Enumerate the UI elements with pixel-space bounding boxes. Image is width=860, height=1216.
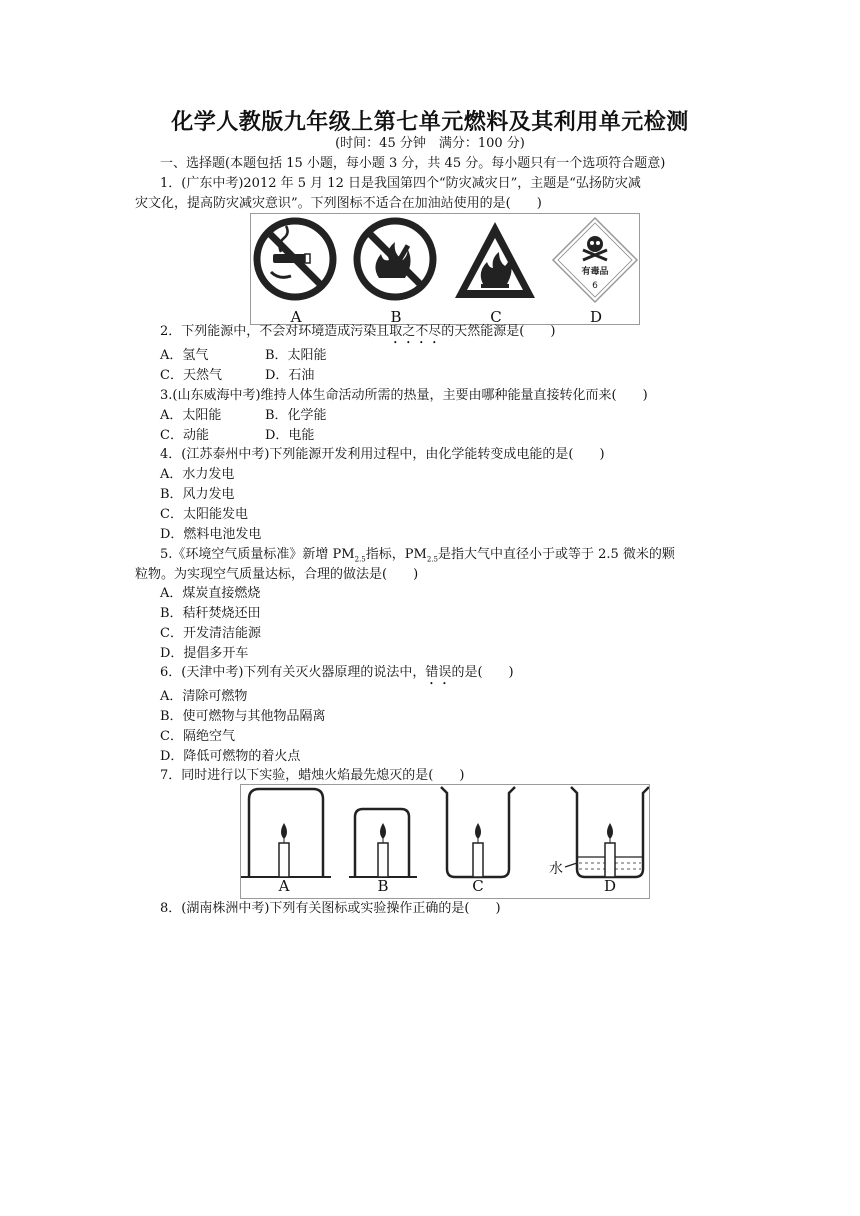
exam-subtitle: (时间：45 分钟 满分：100 分) <box>335 136 525 151</box>
poison-class-number: 6 <box>592 281 598 291</box>
question-6-pre: 6．(天津中考)下列有关灭火器原理的说法中， <box>160 665 426 680</box>
pm-subscript-1: 2.5 <box>354 555 366 564</box>
question-7-stem: 7．同时进行以下实验，蜡烛火焰最先熄灭的是( ) <box>160 768 465 783</box>
beaker-with-water-icon <box>565 787 649 877</box>
large-bell-jar-icon <box>241 789 331 877</box>
sign-label-c: C <box>490 308 502 326</box>
question-4-option-c: C．太阳能发电 <box>160 507 248 522</box>
question-1-line-1: 1．(广东中考)2012 年 5 月 12 日是我国第四个“防灾减灾日”，主题是“弘扬防灾减 <box>160 176 641 191</box>
question-5-pre: 5.《环境空气质量标准》新增 PM <box>160 547 355 562</box>
question-2-option-d: D．石油 <box>265 368 315 383</box>
experiment-label-c: C <box>472 877 484 895</box>
poison-text: 有毒品 <box>581 267 609 277</box>
question-2-post: 的天然能源是( ) <box>441 324 556 339</box>
question-2-stem <box>160 322 555 347</box>
question-2-option-b: B．太阳能 <box>265 348 327 363</box>
question-2-emphasis: 取之不尽 <box>389 324 442 339</box>
no-open-flame-icon <box>357 221 433 297</box>
question-4-stem: 4．(江苏泰州中考)下列能源开发利用过程中，由化学能转变成电能的是( ) <box>160 447 605 462</box>
poison-warning-icon <box>553 218 637 302</box>
question-5-option-c: C．开发清洁能源 <box>160 626 261 641</box>
question-2-pre: 2．下列能源中，不会对环境造成污染且 <box>160 324 390 339</box>
question-2-option-c: C．天然气 <box>160 368 222 383</box>
question-3-option-a: A．太阳能 <box>160 408 222 423</box>
sign-label-b: B <box>390 308 402 326</box>
question-5-option-a: A．煤炭直接燃烧 <box>160 586 261 601</box>
question-4-option-a: A．水力发电 <box>160 467 235 482</box>
question-8-stem: 8．(湖南株洲中考)下列有关图标或实验操作正确的是( ) <box>160 901 501 916</box>
sign-label-d: D <box>589 308 603 326</box>
question-6-post: 的是( ) <box>451 665 514 680</box>
question-5-option-b: B．秸秆焚烧还田 <box>160 606 261 621</box>
small-bell-jar-icon <box>349 809 417 877</box>
question-2-option-a: A．氢气 <box>160 348 209 363</box>
question-5-post: 是指大气中直径小于或等于 2.5 微米的颗 <box>437 547 675 562</box>
warning-signs-figure <box>250 213 640 325</box>
candle-experiment-figure <box>240 784 650 899</box>
warning-signs-svg <box>251 214 639 310</box>
question-6-option-c: C．隔绝空气 <box>160 729 235 744</box>
sign-label-a: A <box>290 308 302 326</box>
question-6-stem <box>160 663 514 688</box>
experiment-label-d: D <box>603 877 617 895</box>
water-label: 水 <box>549 861 563 877</box>
question-4-option-d: D．燃料电池发电 <box>160 527 262 542</box>
page-title: 化学人教版九年级上第七单元燃料及其利用单元检测 <box>171 110 689 135</box>
no-smoking-icon <box>257 221 333 297</box>
pm-subscript-2: 2.5 <box>426 555 438 564</box>
question-6-option-a: A．清除可燃物 <box>160 689 248 704</box>
question-6-option-d: D．降低可燃物的着火点 <box>160 749 301 764</box>
open-beaker-icon <box>441 787 515 877</box>
section-heading: 一、选择题(本题包括 15 小题，每小题 3 分，共 45 分。每小题只有一个选项符合题意) <box>160 156 666 171</box>
flammable-warning-icon <box>455 222 535 298</box>
question-1-line-2: 灾文化，提高防灾减灾意识”。下列图标不适合在加油站使用的是( ) <box>135 196 542 211</box>
experiment-label-a: A <box>278 877 290 895</box>
candle-experiment-svg <box>241 785 649 898</box>
question-6-emphasis: 错误 <box>425 665 452 680</box>
question-5-line-2: 粒物。为实现空气质量达标，合理的做法是( ) <box>135 567 419 582</box>
experiment-label-b: B <box>377 877 389 895</box>
question-6-option-b: B．使可燃物与其他物品隔离 <box>160 709 326 724</box>
question-3-option-d: D．电能 <box>265 428 315 443</box>
question-4-option-b: B．风力发电 <box>160 487 235 502</box>
question-3-option-c: C．动能 <box>160 428 209 443</box>
question-5-option-d: D．提倡多开车 <box>160 646 249 661</box>
question-3-option-b: B．化学能 <box>265 408 327 423</box>
question-3-stem: 3.(山东威海中考)维持人体生命活动所需的热量，主要由哪种能量直接转化而来( ) <box>160 388 648 403</box>
question-5-mid: 指标，PM <box>365 547 427 562</box>
